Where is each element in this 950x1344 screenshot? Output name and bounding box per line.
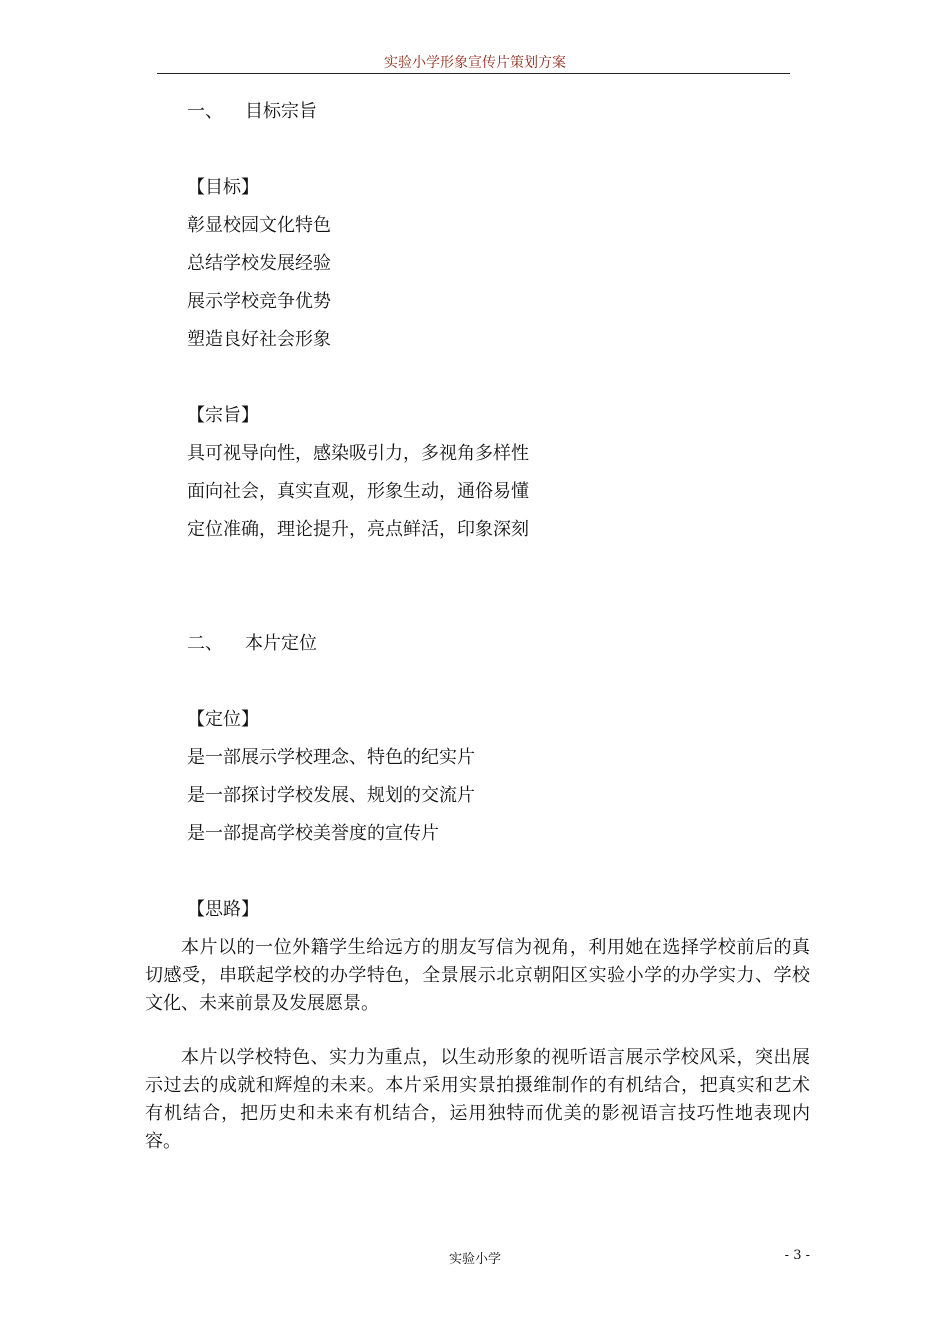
purpose-label: 【宗旨】 bbox=[187, 405, 259, 426]
section-title: 本片定位 bbox=[245, 633, 317, 654]
purpose-item: 面向社会，真实直观，形象生动，通俗易懂 bbox=[187, 481, 529, 502]
section-title: 目标宗旨 bbox=[245, 101, 317, 122]
idea-paragraph: 本片以的一位外籍学生给远方的朋友写信为视角，利用她在选择学校前后的真切感受，串联起学校的办学特色，全景展示北京朝阳区实验小学的办学实力、学校文化、未来前景及发展愿景。 bbox=[145, 937, 810, 1014]
section-heading-2 bbox=[187, 632, 317, 656]
section-heading-1 bbox=[187, 100, 317, 124]
purpose-item: 具可视导向性，感染吸引力，多视角多样性 bbox=[187, 443, 529, 464]
position-label: 【定位】 bbox=[187, 709, 259, 730]
position-item: 是一部探讨学校发展、规划的交流片 bbox=[187, 785, 475, 806]
goal-item: 总结学校发展经验 bbox=[187, 253, 331, 274]
goal-item: 塑造良好社会形象 bbox=[187, 329, 331, 350]
idea-paragraph: 本片以学校特色、实力为重点，以生动形象的视听语言展示学校风采，突出展示过去的成就和辉煌的未来。本片采用实景拍摄维制作的有机结合，把真实和艺术有机结合，把历史和未来有机结合，运用独特而优美的影视语言技巧性地表现内容。 bbox=[145, 1047, 810, 1152]
position-item: 是一部提高学校美誉度的宣传片 bbox=[187, 823, 439, 844]
goal-item: 彰显校园文化特色 bbox=[187, 215, 331, 236]
page-number: - 3 - bbox=[784, 1248, 810, 1263]
purpose-item: 定位准确，理论提升，亮点鲜活，印象深刻 bbox=[187, 519, 529, 540]
section-number: 一、 bbox=[187, 101, 223, 122]
position-item: 是一部展示学校理念、特色的纪实片 bbox=[187, 747, 475, 768]
header-rule bbox=[157, 73, 790, 74]
section-number: 二、 bbox=[187, 633, 223, 654]
footer-school-name: 实验小学 bbox=[448, 1252, 501, 1267]
idea-label: 【思路】 bbox=[187, 899, 259, 920]
goal-label: 【目标】 bbox=[187, 177, 259, 198]
goal-item: 展示学校竞争优势 bbox=[187, 291, 331, 312]
header-title: 实验小学形象宣传片策划方案 bbox=[384, 55, 566, 71]
